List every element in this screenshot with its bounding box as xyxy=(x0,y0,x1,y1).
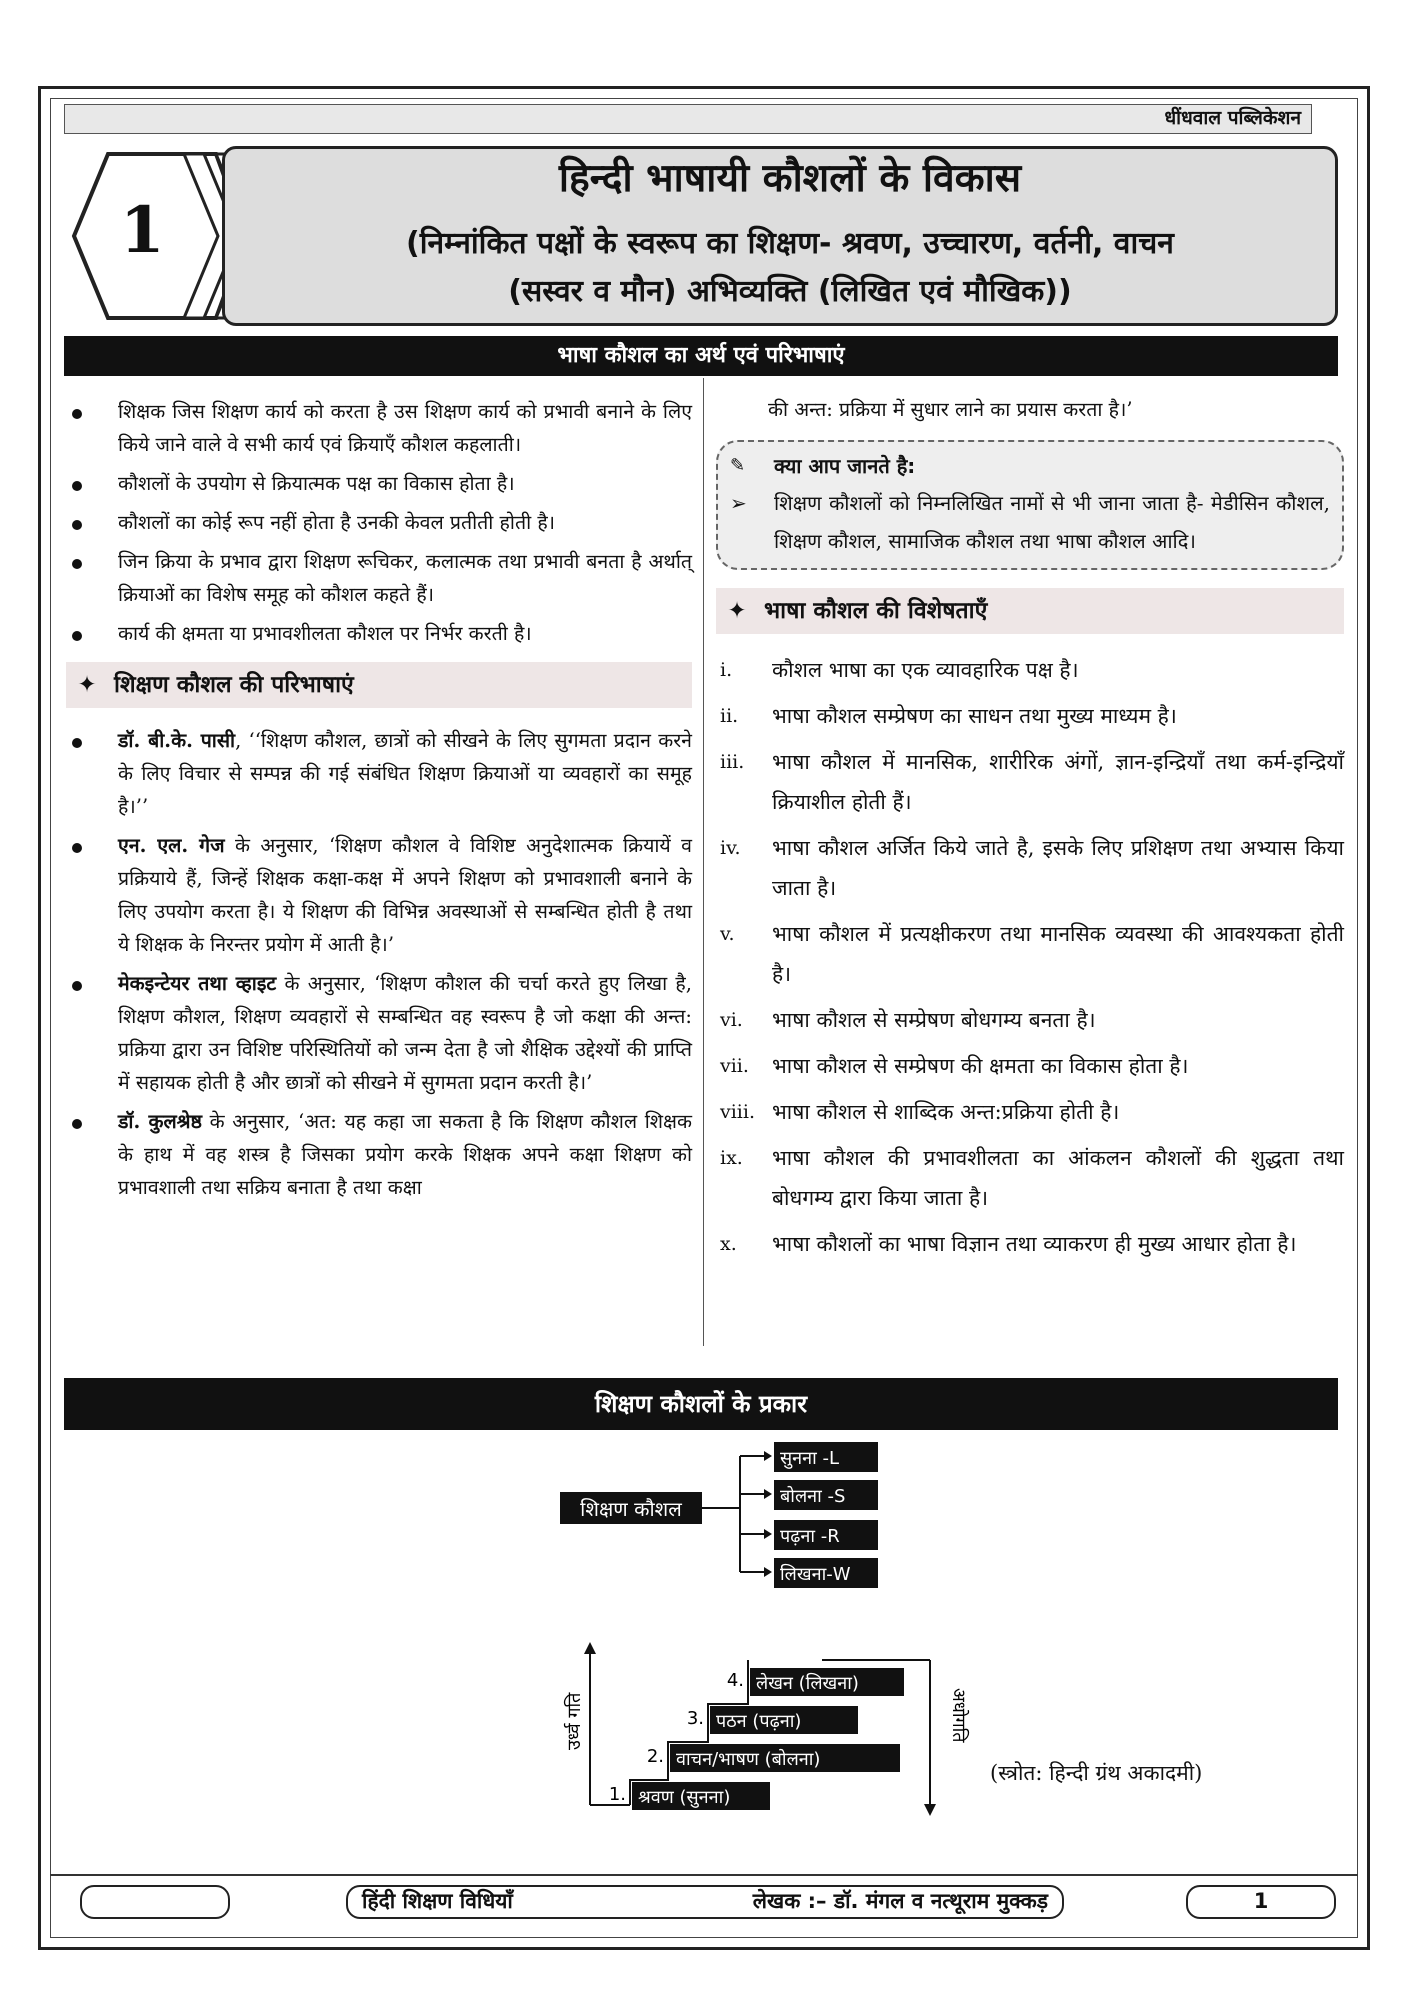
source-citation: (स्त्रोत: हिन्दी ग्रंथ अकादमी) xyxy=(990,1761,1203,1785)
feature-number: ii. xyxy=(720,705,739,727)
feature-item xyxy=(716,828,1344,908)
did-you-know-title: क्या आप जानते है: xyxy=(774,454,916,478)
publisher-name: धींधवाल पब्लिकेशन xyxy=(64,104,1312,134)
feature-text: भाषा कौशल में मानसिक, शारीरिक अंगों, ज्ञान-इन्द्रियाँ तथा कर्म-इन्द्रियाँ क्रियाशील होती हैं। xyxy=(772,750,1344,814)
feature-item xyxy=(716,1224,1344,1264)
branch-node-label: पढ़ना -R xyxy=(780,1526,840,1547)
definition-item xyxy=(66,724,692,823)
feature-number: iii. xyxy=(720,751,745,773)
feature-item xyxy=(716,914,1344,994)
upward-label: उर्ध्व गति xyxy=(564,1692,585,1750)
definition-item xyxy=(66,829,692,961)
did-you-know-row xyxy=(730,484,1330,560)
definition-author: डॉ. कुलश्रेष्ठ xyxy=(118,1110,202,1133)
bullet-item: कौशलों के उपयोग से क्रियात्मक पक्ष का विकास होता है। xyxy=(66,467,692,500)
chapter-subtitle-line-1: (निम्नांकित पक्षों के स्वरूप का शिक्षण- श्रवण, उच्चारण, वर्तनी, वाचन xyxy=(406,226,1174,261)
step-number: 2. xyxy=(646,1746,664,1767)
step-label: वाचन/भाषण (बोलना) xyxy=(676,1749,821,1770)
bullet-item: कौशलों का कोई रूप नहीं होता है उनकी केवल प्रतीती होती है। xyxy=(66,506,692,539)
chapter-subtitle xyxy=(260,220,1320,316)
feature-item xyxy=(716,1000,1344,1040)
definition-text: के अनुसार, ‘शिक्षण कौशल की चर्चा करते हुए लिखा है, शिक्षण कौशल, शिक्षण व्यवहारों से सम्बन्धित वह स्वरूप है जो कक्षा की अन्त: प्रक्रिया द्वारा उन विशिष्ट परिस्थितियों को जन्म देता है जो शैक्षिक उद्देश्यों की प्राप्ति में सहायक होती है और छात्रों को सीखने में सुगमता प्रदान करती है।’ xyxy=(118,972,692,1094)
feature-item xyxy=(716,1046,1344,1086)
feature-text: भाषा कौशल सम्प्रेषण का साधन तथा मुख्य माध्यम है। xyxy=(772,704,1177,728)
definitions-heading xyxy=(66,662,692,708)
chapter-number: 1 xyxy=(120,193,165,268)
features-list xyxy=(716,650,1344,1264)
column-divider xyxy=(703,378,704,1346)
feature-text: भाषा कौशल अर्जित किये जाते है, इसके लिए प्रशिक्षण तथा अभ्यास किया जाता है। xyxy=(772,836,1344,900)
definition-continuation: की अन्त: प्रक्रिया में सुधार लाने का प्रयास करता है।’ xyxy=(768,398,1133,421)
feature-number: ix. xyxy=(720,1147,743,1169)
star-icon: ✦ xyxy=(77,672,97,698)
definitions-list xyxy=(66,724,692,1204)
bullet-item: कार्य की क्षमता या प्रभावशीलता कौशल पर निर्भर करती है। xyxy=(66,617,692,650)
features-heading xyxy=(716,588,1344,634)
feature-item xyxy=(716,696,1344,736)
definition-text: के अनुसार, ‘अत: यह कहा जा सकता है कि शिक्षण कौशल शिक्षक के हाथ में वह शस्त्र है जिसका प्रयोग करके शिक्षक अपने कक्षा शिक्षण को प्रभावशाली तथा सक्रिय बनाता है तथा कक्षा xyxy=(118,1110,692,1199)
arrow-bullet-icon: ➢ xyxy=(730,491,747,515)
skills-stairs-diagram xyxy=(560,1640,969,1820)
feature-number: v. xyxy=(720,923,735,945)
definition-item xyxy=(66,967,692,1099)
bullet-item: जिन क्रिया के प्रभाव द्वारा शिक्षण रूचिकर, कलात्मक तथा प्रभावी बनता है अर्थात् क्रियाओं का विशेष समूह को कौशल कहते हैं। xyxy=(66,545,692,611)
did-you-know-title-row xyxy=(730,448,1330,484)
footer-page-box xyxy=(1186,1885,1336,1919)
branch-node-label: सुनना -L xyxy=(780,1448,840,1469)
step-number: 1. xyxy=(608,1784,626,1805)
definition-item xyxy=(66,1105,692,1204)
definition-text: के अनुसार, ‘शिक्षण कौशल वे विशिष्ट अनुदेशात्मक क्रियायें व प्रक्रियाये हैं, जिन्हें शिक्षक कक्षा-कक्ष में अपने शिक्षण को प्रभावशाली बनाने के लिए उपयोग करता है। ये शिक्षण की विभिन्न अवस्थाओं से सम्बन्धित होती है तथा ये शिक्षक के निरन्तर प्रयोग में आती है।’ xyxy=(118,834,692,956)
feature-number: iv. xyxy=(720,837,741,859)
features-heading-text: भाषा कौशल की विशेषताएँ xyxy=(764,598,988,624)
footer-rule xyxy=(50,1874,1358,1876)
footer-author: लेखक :– डॉ. मंगल व नत्थूराम मुक्कड़ xyxy=(752,1889,1048,1913)
feature-number: vi. xyxy=(720,1009,743,1031)
root-node-label: शिक्षण कौशल xyxy=(580,1497,682,1521)
did-you-know-box xyxy=(716,440,1344,570)
step-label: श्रवण (सुनना) xyxy=(638,1787,731,1808)
skills-tree-diagram xyxy=(540,1436,900,1596)
definitions-heading-text: शिक्षण कौशल की परिभाषाएं xyxy=(114,672,354,698)
feature-item xyxy=(716,650,1344,690)
feature-number: viii. xyxy=(720,1101,756,1123)
feature-item xyxy=(716,742,1344,822)
definition-text: , ‘‘शिक्षण कौशल, छात्रों को सीखने के लिए सुगमता प्रदान करने के लिए विचार से सम्पन्न की गई संबंधित शिक्षण क्रियाओं या व्यवहारों का समूह है।’’ xyxy=(118,729,692,818)
section-heading-types: शिक्षण कौशलों के प्रकार xyxy=(64,1378,1338,1430)
footer-blank-box xyxy=(80,1885,230,1919)
pencil-icon: ✎ xyxy=(730,455,746,476)
step-label: लेखन (लिखना) xyxy=(756,1673,859,1694)
feature-item xyxy=(716,1092,1344,1132)
section-heading-meaning: भाषा कौशल का अर्थ एवं परिभाषाएं xyxy=(64,336,1338,376)
branch-node-label: लिखना-W xyxy=(780,1564,851,1585)
chapter-title: हिन्दी भाषायी कौशलों के विकास xyxy=(558,156,1022,201)
feature-number: i. xyxy=(720,659,733,681)
left-column xyxy=(66,395,692,1210)
feature-number: vii. xyxy=(720,1055,749,1077)
feature-text: भाषा कौशल की प्रभावशीलता का आंकलन कौशलों की शुद्धता तथा बोधगम्य द्वारा किया जाता है। xyxy=(772,1146,1344,1210)
step-number: 3. xyxy=(686,1708,704,1729)
right-column xyxy=(716,393,1344,1270)
feature-text: भाषा कौशलों का भाषा विज्ञान तथा व्याकरण ही मुख्य आधार होता है। xyxy=(772,1232,1297,1256)
meaning-bullet-list xyxy=(66,395,692,650)
branch-connectors xyxy=(740,1451,772,1577)
definition-author: एन. एल. गेज xyxy=(118,834,225,857)
feature-text: भाषा कौशल से शाब्दिक अन्त:प्रक्रिया होती है। xyxy=(772,1100,1120,1124)
star-icon: ✦ xyxy=(727,598,747,624)
feature-number: x. xyxy=(720,1233,737,1255)
step-label: पठन (पढ़ना) xyxy=(716,1711,802,1732)
chapter-subtitle-line-2: (सस्वर व मौन) अभिव्यक्ति (लिखित एवं मौखिक)) xyxy=(508,274,1072,309)
branch-node-label: बोलना -S xyxy=(780,1486,846,1507)
footer-book-title: हिंदी शिक्षण विधियाँ xyxy=(362,1889,513,1913)
did-you-know-text: शिक्षण कौशलों को निम्नलिखित नामों से भी जाना जाता है- मेडीसिन कौशल, शिक्षण कौशल, सामाजिक कौशल तथा भाषा कौशल आदि। xyxy=(774,491,1330,553)
footer-book-box xyxy=(346,1885,1064,1919)
feature-text: भाषा कौशल से सम्प्रेषण बोधगम्य बनता है। xyxy=(772,1008,1096,1032)
downward-label: अधोगति xyxy=(948,1688,969,1743)
feature-text: भाषा कौशल से सम्प्रेषण की क्षमता का विकास होता है। xyxy=(772,1054,1189,1078)
step-number: 4. xyxy=(726,1670,744,1691)
feature-text: भाषा कौशल में प्रत्यक्षीकरण तथा मानसिक व्यवस्था की आवश्यकता होती है। xyxy=(772,922,1344,986)
bullet-item: शिक्षक जिस शिक्षण कार्य को करता है उस शिक्षण कार्य को प्रभावी बनाने के लिए किये जाने वाले वे सभी कार्य एवं क्रियाएँ कौशल कहलाती। xyxy=(66,395,692,461)
definition-author: डॉ. बी.के. पासी xyxy=(118,729,236,752)
definition-author: मेकइन्टेयर तथा व्हाइट xyxy=(118,972,277,995)
feature-item xyxy=(716,1138,1344,1218)
page-number: 1 xyxy=(1253,1889,1269,1913)
feature-text: कौशल भाषा का एक व्यावहारिक पक्ष है। xyxy=(772,658,1079,682)
